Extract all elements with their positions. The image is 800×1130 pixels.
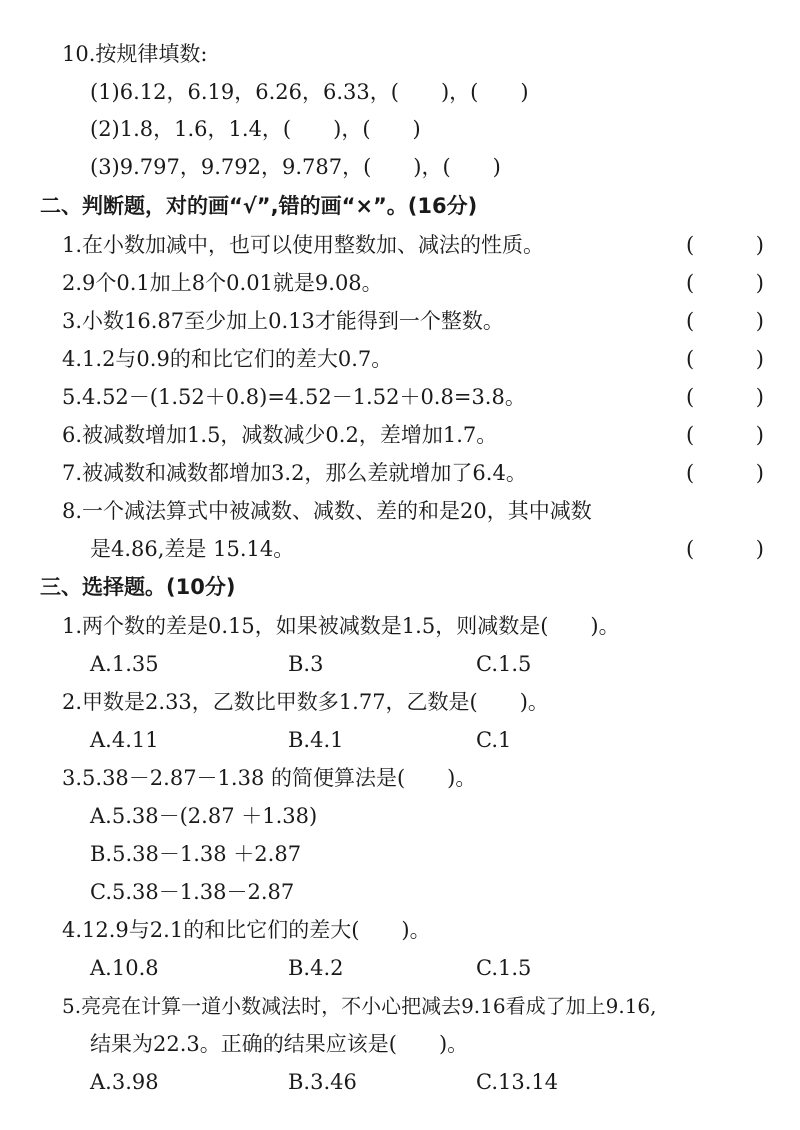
choice-q5-option-a[interactable]: A.3.98 [90, 1070, 159, 1094]
choice-q2-stem: 2.甲数是2.33，乙数比甲数多1.77，乙数是( )。 [62, 690, 549, 714]
judge-item-1: 1.在小数加减中，也可以使用整数加、减法的性质。 [62, 233, 545, 257]
choice-q5-option-c[interactable]: C.13.14 [476, 1070, 559, 1094]
q10-item-2: (2)1.8，1.6，1.4，( )，( ) [90, 117, 421, 141]
choice-q5-stem-line1: 5.亮亮在计算一道小数减法时，不小心把减去9.16看成了加上9.16, [62, 994, 657, 1018]
choice-q5-option-b[interactable]: B.3.46 [288, 1070, 357, 1094]
judge-answer-4[interactable]: ( ) [686, 347, 764, 371]
choice-q2-option-b[interactable]: B.4.1 [288, 728, 344, 752]
judge-answer-2[interactable]: ( ) [686, 271, 764, 295]
judge-item-3: 3.小数16.87至少加上0.13才能得到一个整数。 [62, 309, 504, 333]
judge-answer-7[interactable]: ( ) [686, 461, 764, 485]
choice-q4-option-a[interactable]: A.10.8 [90, 956, 159, 980]
q10-title: 10.按规律填数: [62, 42, 208, 66]
q10-item-3: (3)9.797，9.792，9.787，( )，( ) [90, 155, 501, 179]
judge-item-6: 6.被减数增加1.5，减数减少0.2，差增加1.7。 [62, 423, 498, 447]
judge-item-8-line2: 是4.86,差是 15.14。 [90, 537, 295, 561]
judge-answer-6[interactable]: ( ) [686, 423, 764, 447]
choice-q2-option-a[interactable]: A.4.11 [90, 728, 159, 752]
choice-q3-stem: 3.5.38－2.87－1.38 的简便算法是( )。 [62, 766, 477, 790]
section2-heading: 二、判断题，对的画“√”,错的画“×”。(16分) [40, 194, 478, 218]
judge-item-4: 4.1.2与0.9的和比它们的差大0.7。 [62, 347, 393, 371]
choice-q1-stem: 1.两个数的差是0.15，如果被减数是1.5，则减数是( )。 [62, 614, 620, 638]
choice-q2-option-c[interactable]: C.1 [476, 728, 512, 752]
choice-q1-option-c[interactable]: C.1.5 [476, 652, 532, 676]
choice-q4-option-c[interactable]: C.1.5 [476, 956, 532, 980]
choice-q5-stem-line2: 结果为22.3。正确的结果应该是( )。 [90, 1032, 469, 1056]
judge-item-7: 7.被减数和减数都增加3.2，那么差就增加了6.4。 [62, 461, 527, 485]
judge-answer-8[interactable]: ( ) [686, 537, 764, 561]
section3-heading: 三、选择题。(10分) [40, 575, 236, 599]
judge-answer-3[interactable]: ( ) [686, 309, 764, 333]
choice-q3-option-a[interactable]: A.5.38－(2.87 ＋1.38) [90, 804, 318, 828]
choice-q3-option-c[interactable]: C.5.38－1.38－2.87 [90, 880, 295, 904]
judge-item-5: 5.4.52－(1.52＋0.8)=4.52－1.52＋0.8=3.8。 [62, 385, 526, 409]
q10-item-1: (1)6.12，6.19，6.26，6.33，( )，( ) [90, 80, 529, 104]
choice-q1-option-b[interactable]: B.3 [288, 652, 324, 676]
judge-answer-5[interactable]: ( ) [686, 385, 764, 409]
judge-item-8-line1: 8.一个减法算式中被减数、减数、差的和是20，其中减数 [62, 499, 592, 523]
choice-q4-stem: 4.12.9与2.1的和比它们的差大( )。 [62, 918, 431, 942]
choice-q1-option-a[interactable]: A.1.35 [90, 652, 159, 676]
choice-q4-option-b[interactable]: B.4.2 [288, 956, 344, 980]
choice-q3-option-b[interactable]: B.5.38－1.38 ＋2.87 [90, 842, 302, 866]
judge-item-2: 2.9个0.1加上8个0.01就是9.08。 [62, 271, 383, 295]
judge-answer-1[interactable]: ( ) [686, 233, 764, 257]
